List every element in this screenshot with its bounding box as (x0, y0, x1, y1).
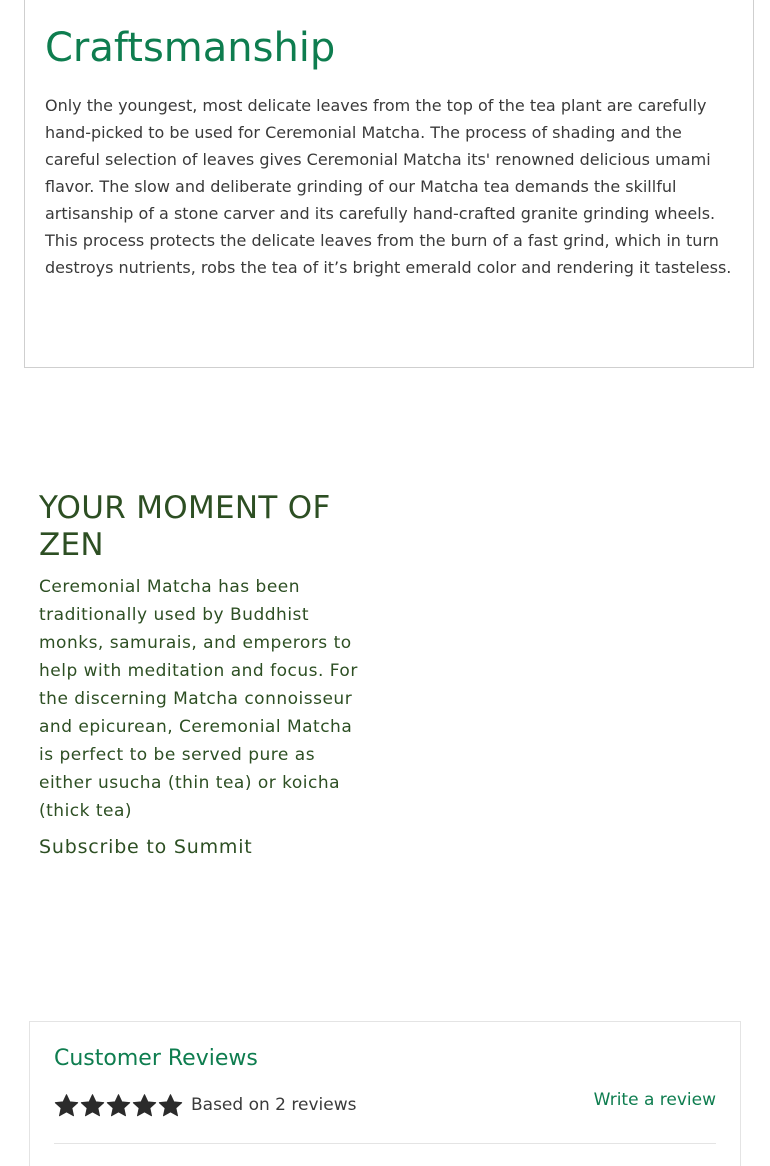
reviews-summary (54, 1090, 356, 1120)
reviews-count: Based on 2 reviews (191, 1095, 357, 1115)
star-rating (54, 1093, 183, 1118)
subscribe-link[interactable]: Subscribe to Summit (39, 836, 253, 858)
write-review-link[interactable]: Write a review (593, 1090, 716, 1110)
craftsmanship-card (24, 0, 754, 368)
craftsmanship-body: Only the youngest, most delicate leaves from the top of the tea plant are carefully hand-picked to be used for Ceremonial Matcha. The process of shading and the careful selection of leaves gives Ceremonial Matcha its' renowned delicious umami flavor. The slow and deliberate grinding of our Matcha tea demands the skillful artisanship of a stone carver and its carefully hand-crafted granite grinding wheels. This process protects the delicate leaves from the burn of a fast grind, which in turn destroys nutrients, robs the tea of it’s bright emerald color and rendering it tasteless. (45, 96, 732, 277)
zen-body: Ceremonial Matcha has been traditionally used by Buddhist monks, samurais, and emperors to help with meditation and focus. For the discerning Matcha connoisseur and epicurean, Ceremonial Matcha is perfect to be served pure as either usucha (thin tea) or koicha (thick tea) (39, 577, 358, 821)
star-icon (80, 1093, 105, 1118)
star-icon (54, 1093, 79, 1118)
zen-section (39, 490, 359, 858)
reviews-divider (54, 1143, 716, 1144)
star-icon (132, 1093, 157, 1118)
zen-title: YOUR MOMENT OF ZEN (39, 490, 331, 563)
customer-reviews (29, 1021, 741, 1166)
craftsmanship-title: Craftsmanship (45, 25, 336, 71)
star-icon (158, 1093, 183, 1118)
reviews-title: Customer Reviews (54, 1046, 258, 1071)
star-icon (106, 1093, 131, 1118)
